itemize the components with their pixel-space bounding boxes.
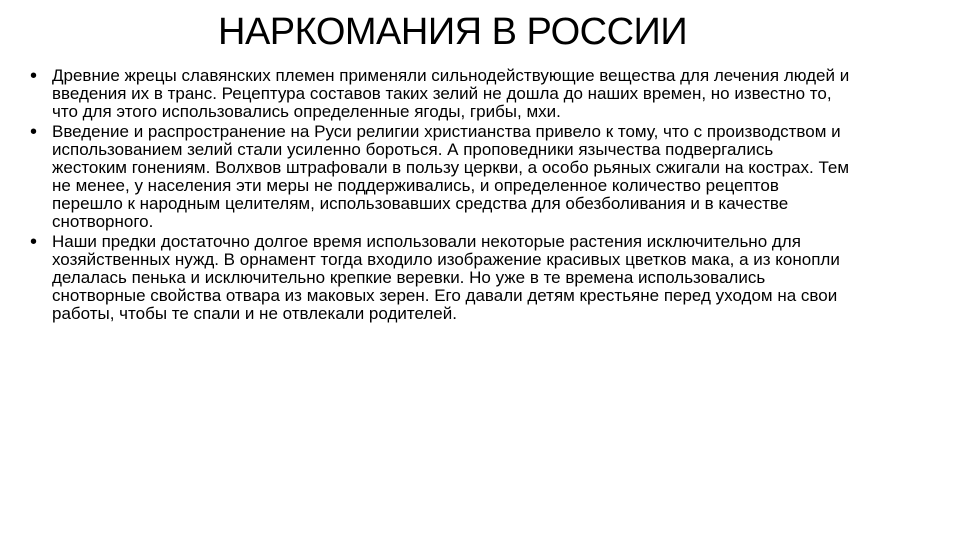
bullet-text: Введение и распространение на Руси религии христианства привело к тому, что с производством и использованием зелий стали усиленно бороться. А проповедники язычества подвергались жестоким гонениям. Волхвов штрафовали в пользу церкви, а особо рьяных сжигали на кострах. Тем не менее, у населения эти меры не поддерживались, и определенное количество рецептов перешло к народным целителям, использовавших средства для обезболивания и в качестве снотворного. [52, 122, 850, 231]
bullet-item [30, 233, 850, 323]
bullet-dot-icon: • [30, 231, 38, 253]
bullet-dot-icon: • [30, 65, 38, 87]
bullet-item [30, 123, 850, 231]
bullet-list [30, 67, 850, 325]
bullet-item [30, 67, 850, 121]
slide-title: НАРКОМАНИЯ В РОССИИ [218, 11, 688, 53]
bullet-dot-icon: • [30, 121, 38, 143]
bullet-text: Наши предки достаточно долгое время использовали некоторые растения исключительно для хозяйственных нужд. В орнамент тогда входило изображение красивых цветков мака, а из конопли делалась пенька и исключительно крепкие веревки. Но уже в те времена использовались снотворные свойства отвара из маковых зерен. Его давали детям крестьяне перед уходом на свои работы, чтобы те спали и не отвлекали родителей. [52, 232, 840, 323]
bullet-text: Древние жрецы славянских племен применяли сильнодействующие вещества для лечения людей и введения их в транс. Рецептура составов таких зелий не дошла до наших времен, но известно то, что для этого использовались определенные ягоды, грибы, мхи. [52, 66, 850, 121]
